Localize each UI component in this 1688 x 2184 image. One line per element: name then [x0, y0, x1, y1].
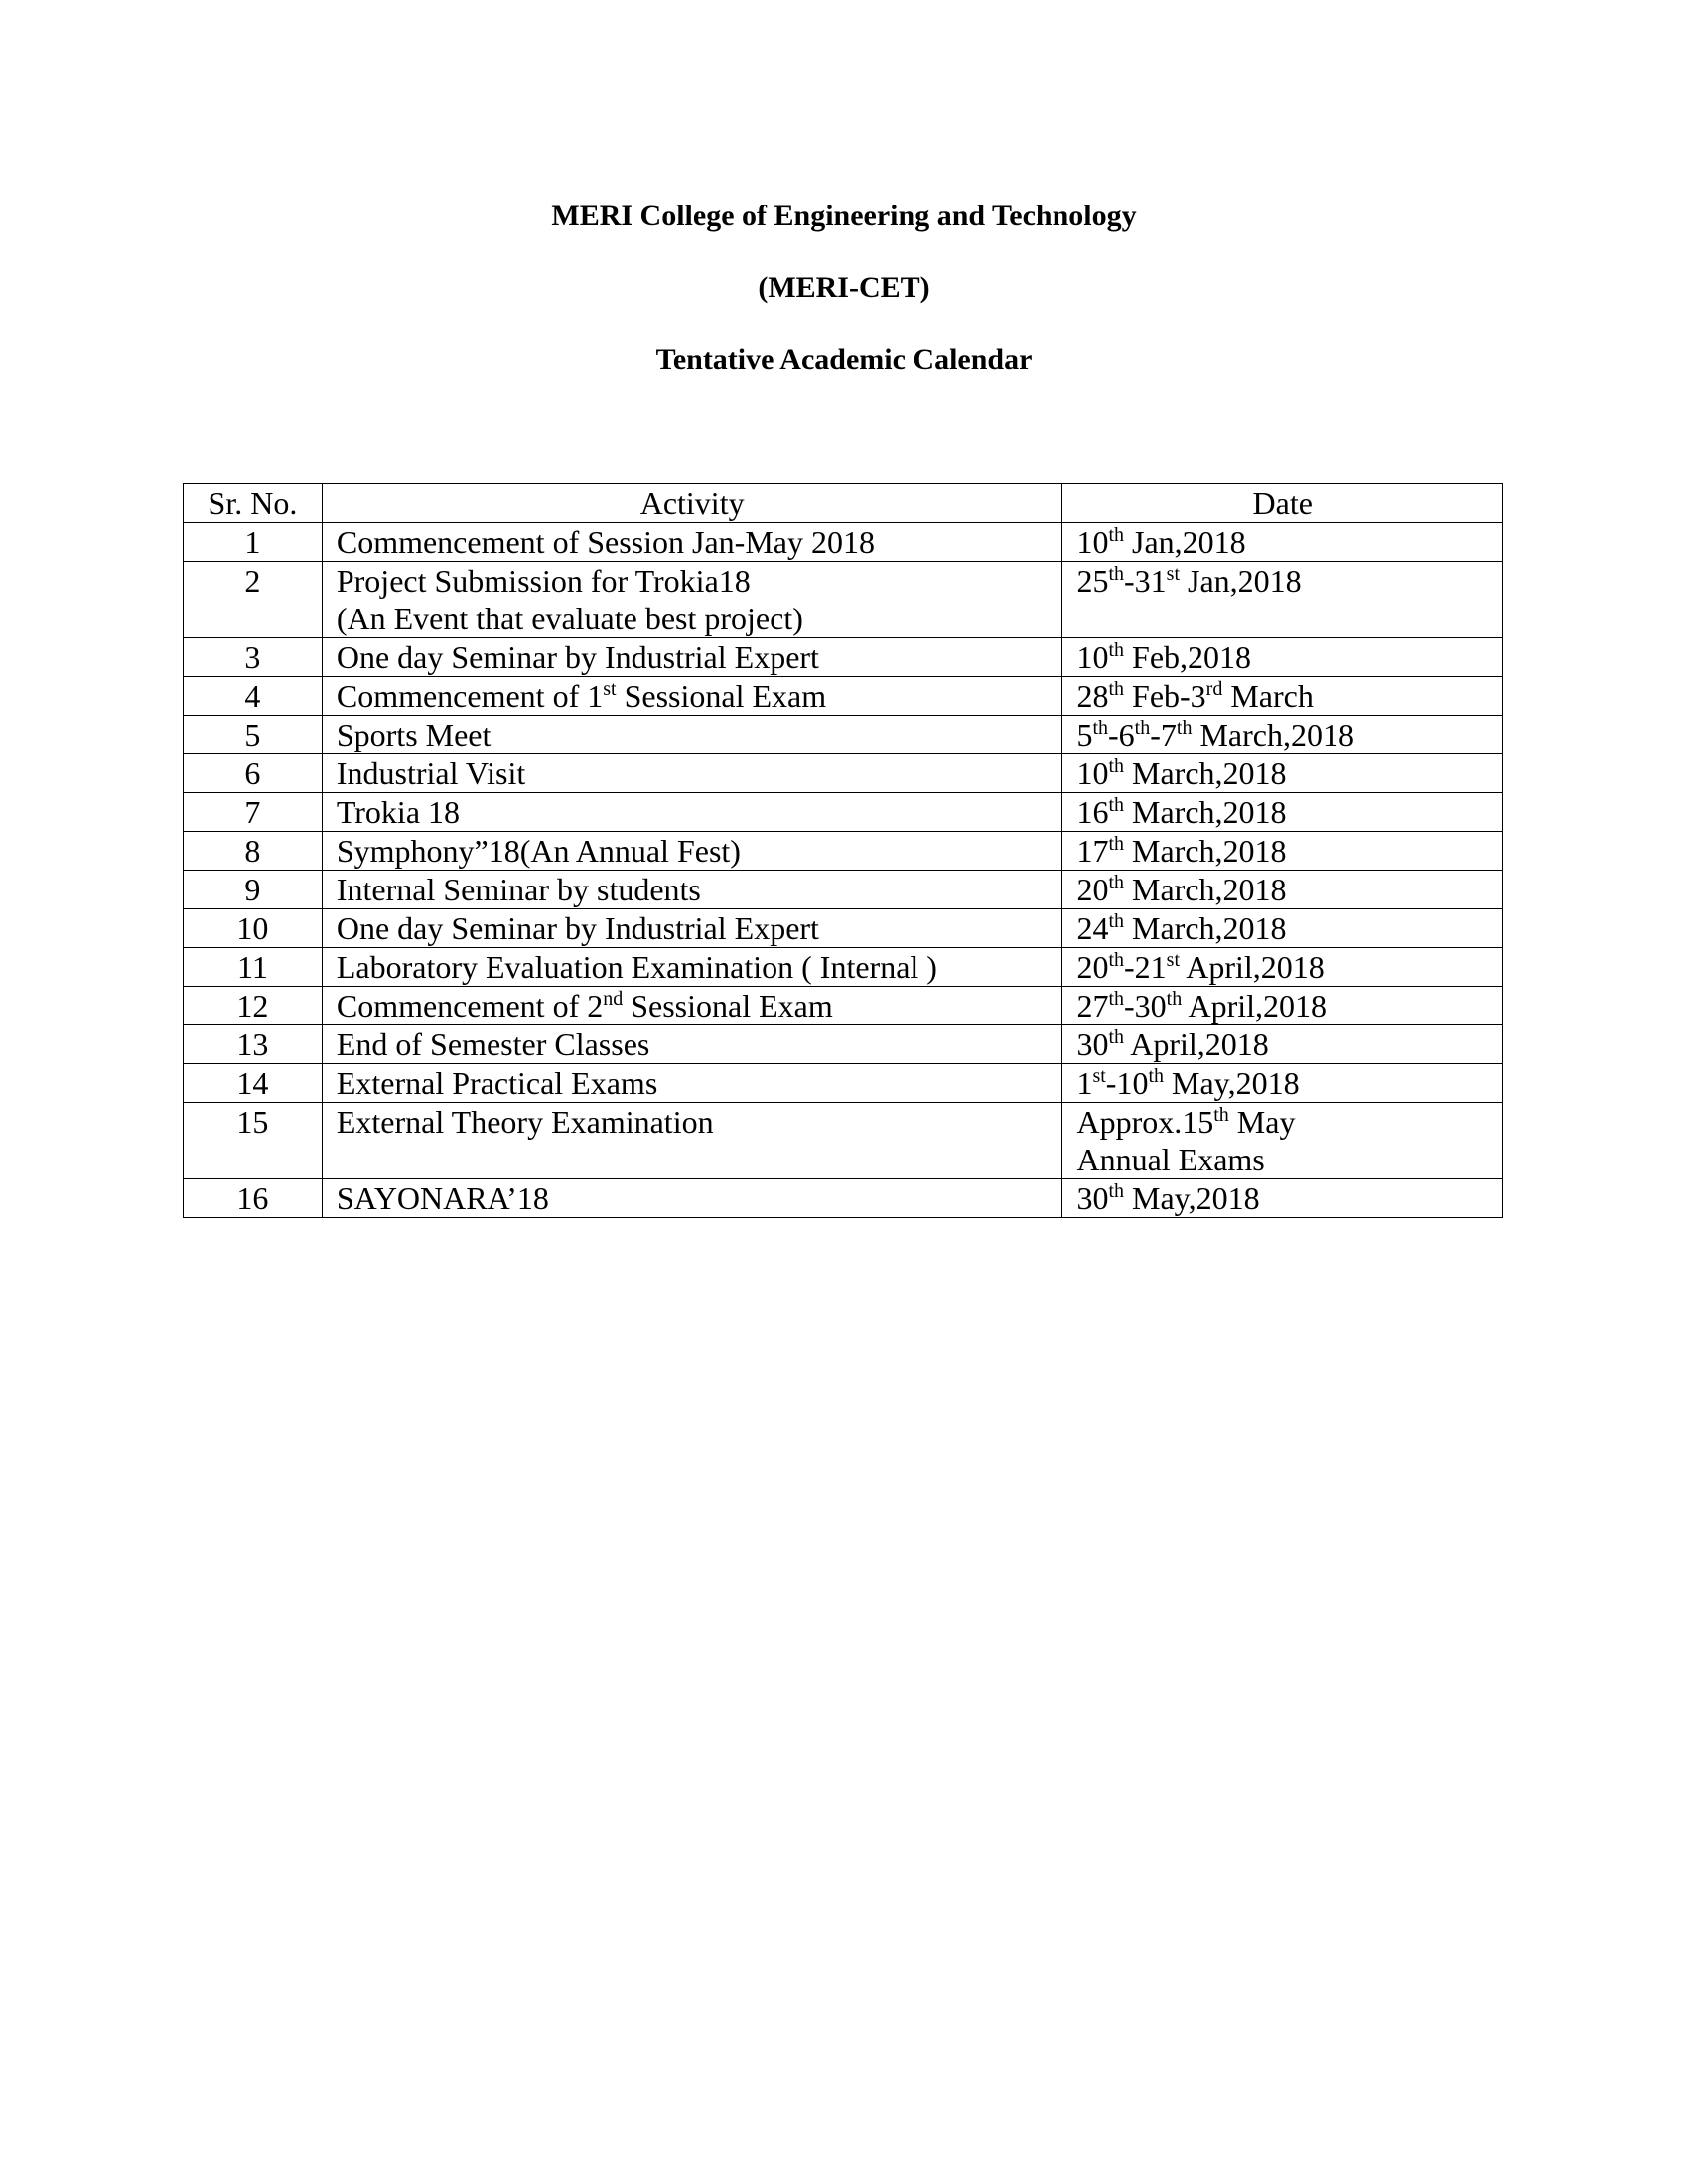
- row-sr-no: 2: [184, 562, 323, 638]
- row-date-line: Approx.15th May: [1076, 1104, 1296, 1140]
- row-date-line: 10th Jan,2018: [1076, 524, 1246, 560]
- row-date: [1062, 638, 1503, 677]
- row-date: [1062, 1064, 1503, 1103]
- table-row: [184, 987, 1503, 1025]
- row-activity-line: (An Event that evaluate best project): [336, 601, 803, 636]
- row-date: [1062, 909, 1503, 948]
- academic-calendar-table: [183, 483, 1503, 1218]
- header-sr-no: Sr. No.: [184, 484, 323, 523]
- row-activity: [322, 1025, 1062, 1064]
- row-sr-no: 6: [184, 754, 323, 793]
- row-date-line: 25th-31st Jan,2018: [1076, 563, 1302, 599]
- row-activity: [322, 832, 1062, 871]
- row-date-line: 10th March,2018: [1076, 755, 1287, 791]
- row-activity: [322, 793, 1062, 832]
- college-abbreviation: (MERI-CET): [758, 271, 930, 304]
- row-sr-no: 9: [184, 871, 323, 909]
- table-row: [184, 948, 1503, 987]
- table-row: [184, 832, 1503, 871]
- row-activity: [322, 638, 1062, 677]
- row-activity-line: Industrial Visit: [336, 755, 526, 791]
- table-row: [184, 716, 1503, 754]
- table-row: [184, 1025, 1503, 1064]
- row-sr-no: 10: [184, 909, 323, 948]
- row-sr-no: 12: [184, 987, 323, 1025]
- row-activity-line: Commencement of 1st Sessional Exam: [336, 678, 827, 714]
- row-date: [1062, 1179, 1503, 1218]
- row-sr-no: 3: [184, 638, 323, 677]
- row-date: [1062, 871, 1503, 909]
- row-sr-no: 16: [184, 1179, 323, 1218]
- table-row: [184, 793, 1503, 832]
- row-date: [1062, 523, 1503, 562]
- row-date-line: 5th-6th-7th March,2018: [1076, 717, 1354, 752]
- row-date: [1062, 562, 1503, 638]
- row-activity-line: Laboratory Evaluation Examination ( Internal ): [336, 949, 937, 985]
- row-sr-no: 14: [184, 1064, 323, 1103]
- row-date-line: 20th March,2018: [1076, 872, 1287, 907]
- row-activity-line: Commencement of 2nd Sessional Exam: [336, 988, 833, 1024]
- row-activity: [322, 1103, 1062, 1179]
- row-sr-no: 4: [184, 677, 323, 716]
- row-sr-no: 1: [184, 523, 323, 562]
- table-row: [184, 1064, 1503, 1103]
- row-date: [1062, 716, 1503, 754]
- row-activity-line: Project Submission for Trokia18: [336, 563, 751, 599]
- college-name: MERI College of Engineering and Technology: [551, 200, 1137, 232]
- table-row: [184, 1179, 1503, 1218]
- table-row: [184, 1103, 1503, 1179]
- row-date-line: Annual Exams: [1076, 1142, 1265, 1177]
- row-date: [1062, 832, 1503, 871]
- row-sr-no: 13: [184, 1025, 323, 1064]
- row-activity-line: Symphony”18(An Annual Fest): [336, 833, 741, 869]
- row-activity-line: One day Seminar by Industrial Expert: [336, 639, 819, 675]
- row-activity-line: SAYONARA’18: [336, 1180, 549, 1216]
- row-date-line: 17th March,2018: [1076, 833, 1287, 869]
- row-date: [1062, 1025, 1503, 1064]
- row-sr-no: 8: [184, 832, 323, 871]
- row-date-line: 1st-10th May,2018: [1076, 1065, 1300, 1101]
- row-date-line: 30th May,2018: [1076, 1180, 1260, 1216]
- row-sr-no: 5: [184, 716, 323, 754]
- row-activity: [322, 1179, 1062, 1218]
- row-date: [1062, 948, 1503, 987]
- row-activity: [322, 909, 1062, 948]
- row-activity: [322, 871, 1062, 909]
- row-date: [1062, 987, 1503, 1025]
- row-date-line: 20th-21st April,2018: [1076, 949, 1325, 985]
- row-activity-line: External Practical Exams: [336, 1065, 658, 1101]
- row-activity: [322, 716, 1062, 754]
- row-date-line: 10th Feb,2018: [1076, 639, 1252, 675]
- row-sr-no: 7: [184, 793, 323, 832]
- row-activity: [322, 523, 1062, 562]
- row-date: [1062, 1103, 1503, 1179]
- header-date: Date: [1062, 484, 1503, 523]
- row-activity: [322, 677, 1062, 716]
- row-date-line: 24th March,2018: [1076, 910, 1287, 946]
- row-activity-line: Internal Seminar by students: [336, 872, 701, 907]
- row-activity: [322, 562, 1062, 638]
- table-row: [184, 523, 1503, 562]
- row-sr-no: 15: [184, 1103, 323, 1179]
- table-row: [184, 871, 1503, 909]
- row-date: [1062, 793, 1503, 832]
- table-row: [184, 909, 1503, 948]
- row-activity: [322, 948, 1062, 987]
- row-activity: [322, 987, 1062, 1025]
- row-date: [1062, 677, 1503, 716]
- document-title: Tentative Academic Calendar: [655, 343, 1033, 376]
- row-activity-line: External Theory Examination: [336, 1104, 714, 1140]
- row-sr-no: 11: [184, 948, 323, 987]
- row-activity-line: Commencement of Session Jan-May 2018: [336, 524, 875, 560]
- row-activity-line: End of Semester Classes: [336, 1026, 650, 1062]
- header-activity: Activity: [322, 484, 1062, 523]
- row-date: [1062, 754, 1503, 793]
- row-date-line: 16th March,2018: [1076, 794, 1287, 830]
- row-activity-line: Sports Meet: [336, 717, 492, 752]
- row-date-line: 27th-30th April,2018: [1076, 988, 1328, 1024]
- row-activity: [322, 754, 1062, 793]
- row-activity-line: Trokia 18: [336, 794, 461, 830]
- row-date-line: 30th April,2018: [1076, 1026, 1269, 1062]
- table-row: [184, 562, 1503, 638]
- table-row: [184, 677, 1503, 716]
- table-row: [184, 754, 1503, 793]
- table-row: [184, 638, 1503, 677]
- row-activity: [322, 1064, 1062, 1103]
- row-activity-line: One day Seminar by Industrial Expert: [336, 910, 819, 946]
- row-date-line: 28th Feb-3rd March: [1076, 678, 1314, 714]
- table-header-row: [184, 484, 1503, 523]
- table-body: [184, 523, 1503, 1218]
